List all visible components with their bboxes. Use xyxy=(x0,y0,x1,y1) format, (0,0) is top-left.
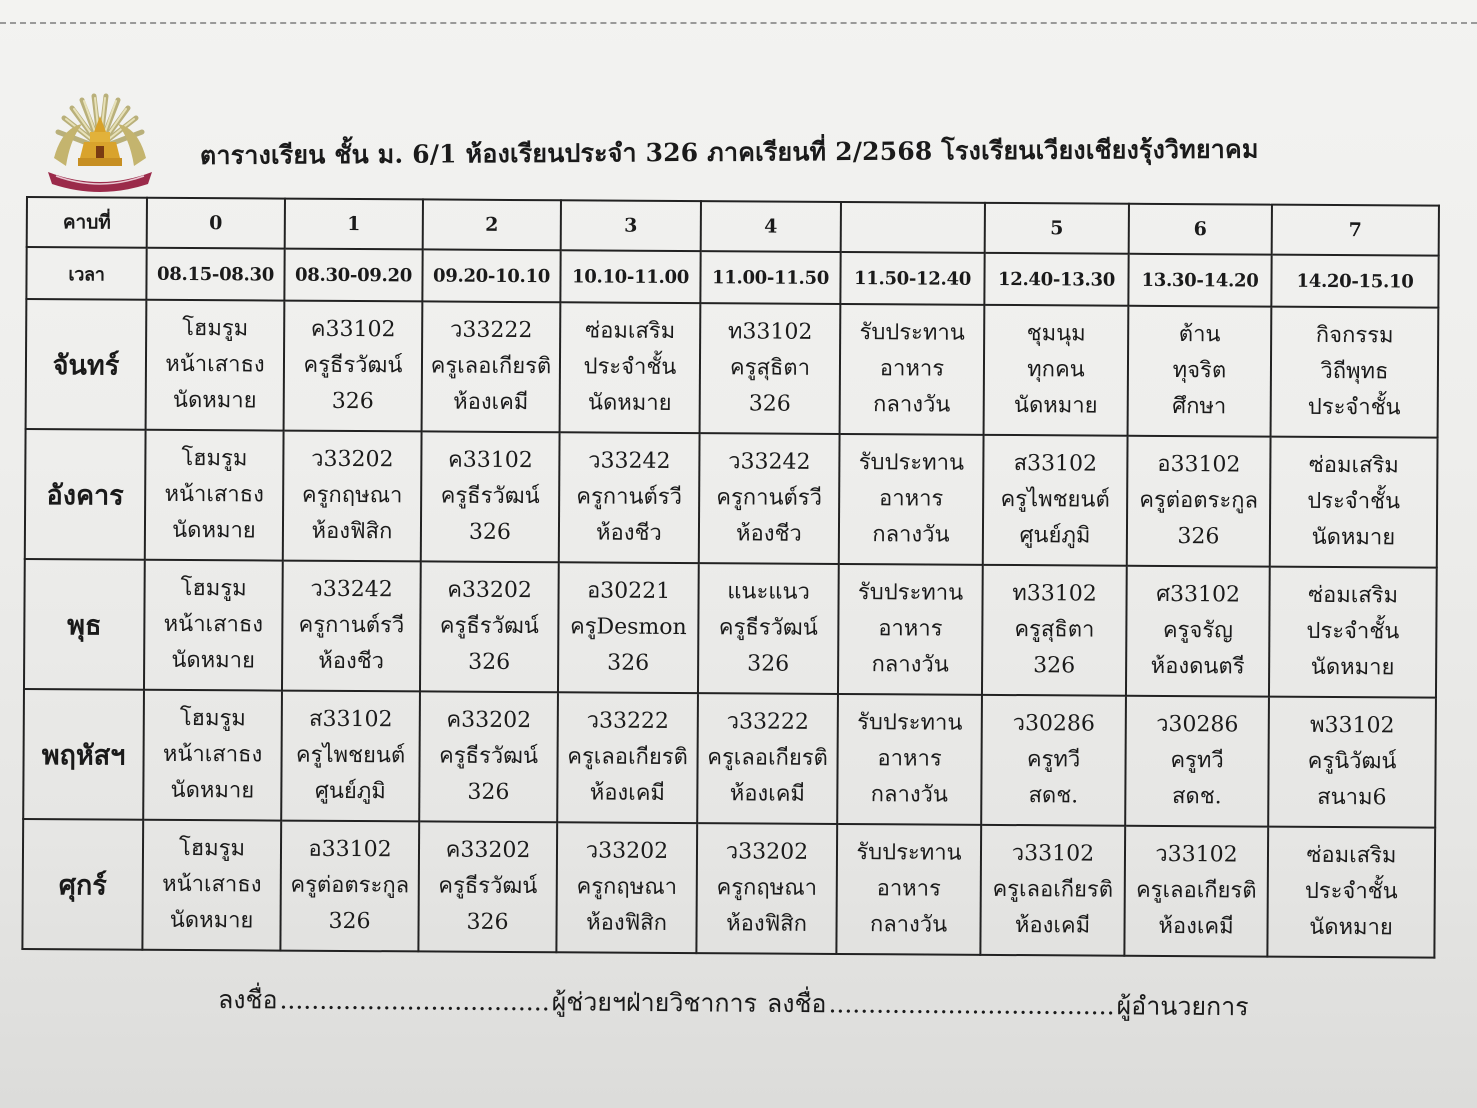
schedule-cell xyxy=(837,694,982,825)
cell-line: พ33102 xyxy=(1309,712,1395,739)
schedule-cell xyxy=(1271,307,1439,438)
cell-line: ครูธีรวัฒน์ xyxy=(440,483,540,510)
signature-label-1: ลงชื่อ xyxy=(217,985,278,1015)
cell-line: นัดหมาย xyxy=(169,907,254,934)
cell-line: โฮมรูม xyxy=(179,705,246,732)
page-title: ตารางเรียน ชั้น ม. 6/1 ห้องเรียนประจำ 326 ภาคเรียนที่ 2/2568 โรงเรียนเวียงเชียงรุ้งวิทยาคม xyxy=(199,134,1259,170)
cell-line: โฮมรูม xyxy=(180,575,247,602)
day-row xyxy=(26,299,1439,438)
cell-line: ครูเลอเกียรติ xyxy=(1135,877,1257,904)
cell-line: รับประทาน xyxy=(857,710,963,736)
period-number: 5 xyxy=(985,203,1129,254)
cell-line: ครูต่อตระกูล xyxy=(1139,487,1259,514)
cell-line: ครูธีรวัฒน์ xyxy=(303,352,403,379)
cell-line: ว33242 xyxy=(728,449,811,475)
cell-line: ศ33102 xyxy=(1156,581,1241,608)
time-slot: 10.10-11.00 xyxy=(560,250,700,303)
schedule-cell xyxy=(145,430,284,561)
cell-line: ค33102 xyxy=(447,447,533,474)
cell-line: ครูเลอเกียรติ xyxy=(707,745,828,771)
cell-line: กลางวัน xyxy=(870,782,949,808)
cell-line: รับประทาน xyxy=(859,320,965,346)
schedule-cell xyxy=(144,560,283,691)
cell-line: ประจำชั้น xyxy=(1307,488,1401,515)
period-number: 0 xyxy=(147,198,285,249)
cell-line: ครูต่อตระกูล xyxy=(290,872,410,899)
cell-line: ห้องเคมี xyxy=(453,389,529,416)
cell-line: 326 xyxy=(748,391,791,417)
cell-line: ห้องฟิสิก xyxy=(726,911,808,937)
cell-line: ศึกษา xyxy=(1172,394,1227,420)
cell-line: ครูเลอเกียรติ xyxy=(992,876,1114,903)
time-slot: 13.30-14.20 xyxy=(1128,254,1271,307)
schedule-table-wrapper xyxy=(21,196,1438,959)
cell-line: ทุจริต xyxy=(1172,358,1227,384)
cell-line: นัดหมาย xyxy=(587,390,672,416)
cell-line: ครูทวี xyxy=(1026,747,1081,773)
cell-line: ห้องชีว xyxy=(596,520,662,546)
day-row xyxy=(24,559,1437,698)
cell-line: ทุกคน xyxy=(1027,357,1085,383)
cell-line: ครูกานต์รวี xyxy=(298,612,405,639)
cell-line: ห้องชีว xyxy=(735,521,802,547)
cell-line: นัดหมาย xyxy=(1309,914,1393,941)
cell-line: ห้องชีว xyxy=(318,648,385,675)
cell-line: ครูกานต์รวี xyxy=(716,485,823,511)
cell-line: ครูเลอเกียรติ xyxy=(567,744,688,771)
cell-line: หน้าเสาธง xyxy=(164,481,264,508)
cell-line: นัดหมาย xyxy=(1013,393,1098,419)
cell-line: หน้าเสาธง xyxy=(165,351,265,378)
cell-line: ประจำชั้น xyxy=(1304,878,1398,905)
cell-line: อ33102 xyxy=(1157,451,1241,478)
schedule-cell xyxy=(282,561,421,692)
schedule-cell xyxy=(982,565,1127,696)
signature-line xyxy=(218,980,1318,1028)
cell-line: อ33102 xyxy=(308,836,392,863)
schedule-cell xyxy=(143,690,282,821)
time-slot: 08.30-09.20 xyxy=(284,249,422,302)
cell-line: ว33202 xyxy=(725,839,809,865)
cell-line: โฮมรูม xyxy=(181,445,248,472)
schedule-cell xyxy=(422,301,561,432)
schedule-cell xyxy=(558,562,699,693)
cell-line: สดช. xyxy=(1171,784,1222,810)
day-label: พุธ xyxy=(24,559,145,690)
cell-line: ส33102 xyxy=(1013,451,1098,477)
cell-line: ครูธีรวัฒน์ xyxy=(439,613,539,640)
period-number: 7 xyxy=(1272,205,1439,256)
cell-line: โฮมรูม xyxy=(182,315,249,342)
cell-line: หน้าเสาธง xyxy=(163,611,264,638)
cell-line: นัดหมาย xyxy=(171,647,256,674)
cell-line: ท33102 xyxy=(1012,581,1097,607)
signature-role-2: ผู้อำนวยการ xyxy=(1116,991,1249,1022)
cell-line: ซ่อมเสริม xyxy=(1308,582,1399,609)
schedule-cell xyxy=(557,692,698,823)
cell-line: ครูธีรวัฒน์ xyxy=(438,743,539,770)
cell-line: ครูจรัญ xyxy=(1162,617,1233,644)
time-slot: 14.20-15.10 xyxy=(1271,255,1438,308)
cell-line: อาหาร xyxy=(877,746,942,772)
cell-line: นัดหมาย xyxy=(1310,654,1395,681)
schedule-cell xyxy=(1128,306,1272,437)
cell-line: ประจำชั้น xyxy=(1307,394,1401,421)
schedule-cell xyxy=(1267,827,1435,958)
cell-line: 326 xyxy=(468,649,511,675)
period-number: 4 xyxy=(701,201,841,252)
cell-line: ครูเลอเกียรติ xyxy=(430,353,552,380)
cell-line: ค33102 xyxy=(310,316,396,343)
time-label: เวลา xyxy=(26,247,146,300)
cell-line: นัดหมาย xyxy=(172,517,256,544)
cell-line: ศูนย์ภูมิ xyxy=(1019,523,1091,549)
schedule-cell xyxy=(839,434,984,565)
period-number: 1 xyxy=(285,199,423,250)
period-label: คาบที่ xyxy=(27,197,147,248)
cell-line: ครูกฤษณา xyxy=(716,875,818,901)
cell-line: 326 xyxy=(331,388,374,415)
cell-line: ครูDesmon xyxy=(569,614,687,641)
cell-line: ครูกานต์รวี xyxy=(576,484,683,511)
cell-line: ส33102 xyxy=(309,706,393,733)
cell-line: ห้องดนตรี xyxy=(1150,653,1245,680)
schedule-cell xyxy=(696,823,837,954)
cell-line: ค33202 xyxy=(446,707,532,734)
cell-line: ว33202 xyxy=(311,446,394,473)
schedule-cell xyxy=(281,691,420,822)
cell-line: ซ่อมเสริม xyxy=(1306,842,1397,869)
cell-line: วิถีพุทธ xyxy=(1320,358,1389,385)
cell-line: 326 xyxy=(747,651,790,677)
cell-line: ชุมนุม xyxy=(1026,321,1086,347)
signature-dots-1: .................................. xyxy=(279,985,550,1017)
schedule-cell xyxy=(559,432,700,563)
schedule-cell xyxy=(699,433,840,564)
cell-line: สนาม6 xyxy=(1317,784,1387,811)
schedule-cell xyxy=(1124,826,1268,957)
cell-line: สดช. xyxy=(1028,783,1079,809)
period-number: 6 xyxy=(1129,204,1272,255)
schedule-cell xyxy=(983,435,1128,566)
schedule-cell xyxy=(697,693,838,824)
schedule-cell xyxy=(1125,696,1269,827)
cell-line: ครูกฤษณา xyxy=(301,482,403,509)
cell-line: ว33102 xyxy=(1011,841,1095,867)
schedule-cell xyxy=(283,431,422,562)
cell-line: นัดหมาย xyxy=(1311,524,1396,551)
cell-line: หน้าเสาธง xyxy=(162,871,262,898)
period-number: 3 xyxy=(561,200,701,251)
time-header-row xyxy=(26,247,1438,308)
day-row xyxy=(23,689,1436,828)
perforation-line xyxy=(0,22,1477,24)
cell-line: ว30286 xyxy=(1012,711,1096,737)
schedule-cell xyxy=(984,305,1129,436)
schedule-cell xyxy=(556,822,697,953)
cell-line: ค33202 xyxy=(445,837,531,864)
cell-line: ว33202 xyxy=(585,838,669,864)
schedule-cell xyxy=(981,695,1126,826)
cell-line: นัดหมาย xyxy=(172,387,257,414)
schedule-cell xyxy=(419,691,558,822)
cell-line: ครูนิวัฒน์ xyxy=(1307,748,1397,775)
time-slot: 08.15-08.30 xyxy=(146,248,284,301)
cell-line: 326 xyxy=(466,909,509,935)
day-row xyxy=(22,819,1435,958)
cell-line: ห้องเคมี xyxy=(589,780,666,806)
day-label: ศุกร์ xyxy=(22,819,143,950)
cell-line: รับประทาน xyxy=(856,840,962,866)
cell-line: ห้องเคมี xyxy=(729,781,806,807)
cell-line: ว33242 xyxy=(588,448,671,474)
schedule-cell xyxy=(420,561,559,692)
cell-line: โฮมรูม xyxy=(178,835,246,862)
signature-label-2: ลงชื่อ xyxy=(766,988,827,1019)
cell-line: ห้องฟิสิก xyxy=(586,910,668,936)
cell-line: กลางวัน xyxy=(873,392,951,418)
schedule-cell xyxy=(1270,437,1438,568)
cell-line: ครูไพชยนต์ xyxy=(1000,486,1110,513)
cell-line: ว33222 xyxy=(449,317,533,344)
cell-line: ห้องฟิสิก xyxy=(311,518,393,545)
period-header-row xyxy=(27,197,1439,256)
period-number: 2 xyxy=(423,199,561,250)
cell-line: ครูทวี xyxy=(1170,748,1224,774)
cell-line: ซ่อมเสริม xyxy=(1308,452,1399,479)
schedule-cell xyxy=(1269,567,1437,698)
signature-dots-2: .................................... xyxy=(828,989,1115,1021)
cell-line: ซ่อมเสริม xyxy=(585,318,676,344)
cell-line: ห้องเคมี xyxy=(1014,913,1091,939)
schedule-cell xyxy=(418,821,557,952)
cell-line: 326 xyxy=(468,519,512,545)
cell-line: ครูไพชยนต์ xyxy=(295,742,406,769)
cell-line: ครูธีรวัฒน์ xyxy=(438,873,538,900)
cell-line: รับประทาน xyxy=(857,580,964,606)
cell-line: แนะแนว xyxy=(727,579,810,605)
time-slot: 09.20-10.10 xyxy=(422,249,560,302)
time-slot: 11.50-12.40 xyxy=(840,252,984,305)
cell-line: ต้าน xyxy=(1178,322,1221,348)
cell-line: ค33202 xyxy=(447,577,533,604)
cell-line: อาหาร xyxy=(876,876,941,902)
cell-line: 326 xyxy=(1177,524,1220,550)
day-label: อังคาร xyxy=(25,429,146,560)
cell-line: กลางวัน xyxy=(872,522,950,548)
cell-line: นัดหมาย xyxy=(170,777,255,804)
cell-line: ว33102 xyxy=(1155,841,1238,868)
period-number xyxy=(841,202,985,253)
cell-line: ว33222 xyxy=(586,708,670,734)
cell-line: กลางวัน xyxy=(869,912,948,938)
schedule-cell xyxy=(1268,697,1436,828)
cell-line: กลางวัน xyxy=(871,652,949,678)
cell-line: ว33242 xyxy=(310,576,393,603)
schedule-cell xyxy=(838,564,983,695)
cell-line: ครูธีรวัฒน์ xyxy=(718,615,818,641)
cell-line: ท33102 xyxy=(727,319,813,345)
day-row xyxy=(25,429,1438,568)
schedule-cell xyxy=(146,300,285,431)
cell-line: 326 xyxy=(328,908,371,935)
time-slot: 12.40-13.30 xyxy=(984,253,1128,306)
cell-line: 326 xyxy=(1033,653,1076,679)
signature-role-1: ผู้ช่วยฯฝ่ายวิชาการ xyxy=(551,987,758,1018)
school-emblem-icon xyxy=(44,88,156,196)
cell-line: ประจำชั้น xyxy=(583,354,677,380)
day-label: จันทร์ xyxy=(26,299,147,430)
cell-line: ศูนย์ภูมิ xyxy=(314,778,386,805)
schedule-table xyxy=(21,196,1440,959)
schedule-cell xyxy=(840,304,985,435)
schedule-cell xyxy=(1126,566,1270,697)
cell-line: อาหาร xyxy=(878,616,943,642)
cell-line: ครูกฤษณา xyxy=(576,874,678,900)
schedule-cell xyxy=(836,824,981,955)
schedule-cell xyxy=(142,820,281,951)
schedule-cell xyxy=(421,431,560,562)
cell-line: อ30221 xyxy=(586,578,671,604)
cell-line: อาหาร xyxy=(879,356,945,382)
cell-line: 326 xyxy=(467,779,510,805)
cell-line: ประจำชั้น xyxy=(1306,618,1400,645)
schedule-cell xyxy=(560,302,701,433)
schedule-cell xyxy=(980,825,1125,956)
cell-line: รับประทาน xyxy=(858,450,965,476)
cell-line: ว33222 xyxy=(726,709,810,735)
cell-line: 326 xyxy=(607,650,650,676)
day-label: พฤหัสฯ xyxy=(23,689,144,820)
schedule-cell xyxy=(698,563,839,694)
schedule-cell xyxy=(1127,436,1271,567)
schedule-cell xyxy=(284,301,423,432)
schedule-cell xyxy=(700,303,841,434)
cell-line: ห้องเคมี xyxy=(1158,913,1234,940)
cell-line: หน้าเสาธง xyxy=(162,741,263,768)
cell-line: ครูสุธิตา xyxy=(729,355,811,381)
cell-line: กิจกรรม xyxy=(1315,322,1394,349)
schedule-cell xyxy=(280,821,419,952)
cell-line: อาหาร xyxy=(878,486,944,512)
cell-line: ครูสุธิตา xyxy=(1014,617,1095,643)
cell-line: ว30286 xyxy=(1156,711,1239,738)
time-slot: 11.00-11.50 xyxy=(700,251,840,304)
